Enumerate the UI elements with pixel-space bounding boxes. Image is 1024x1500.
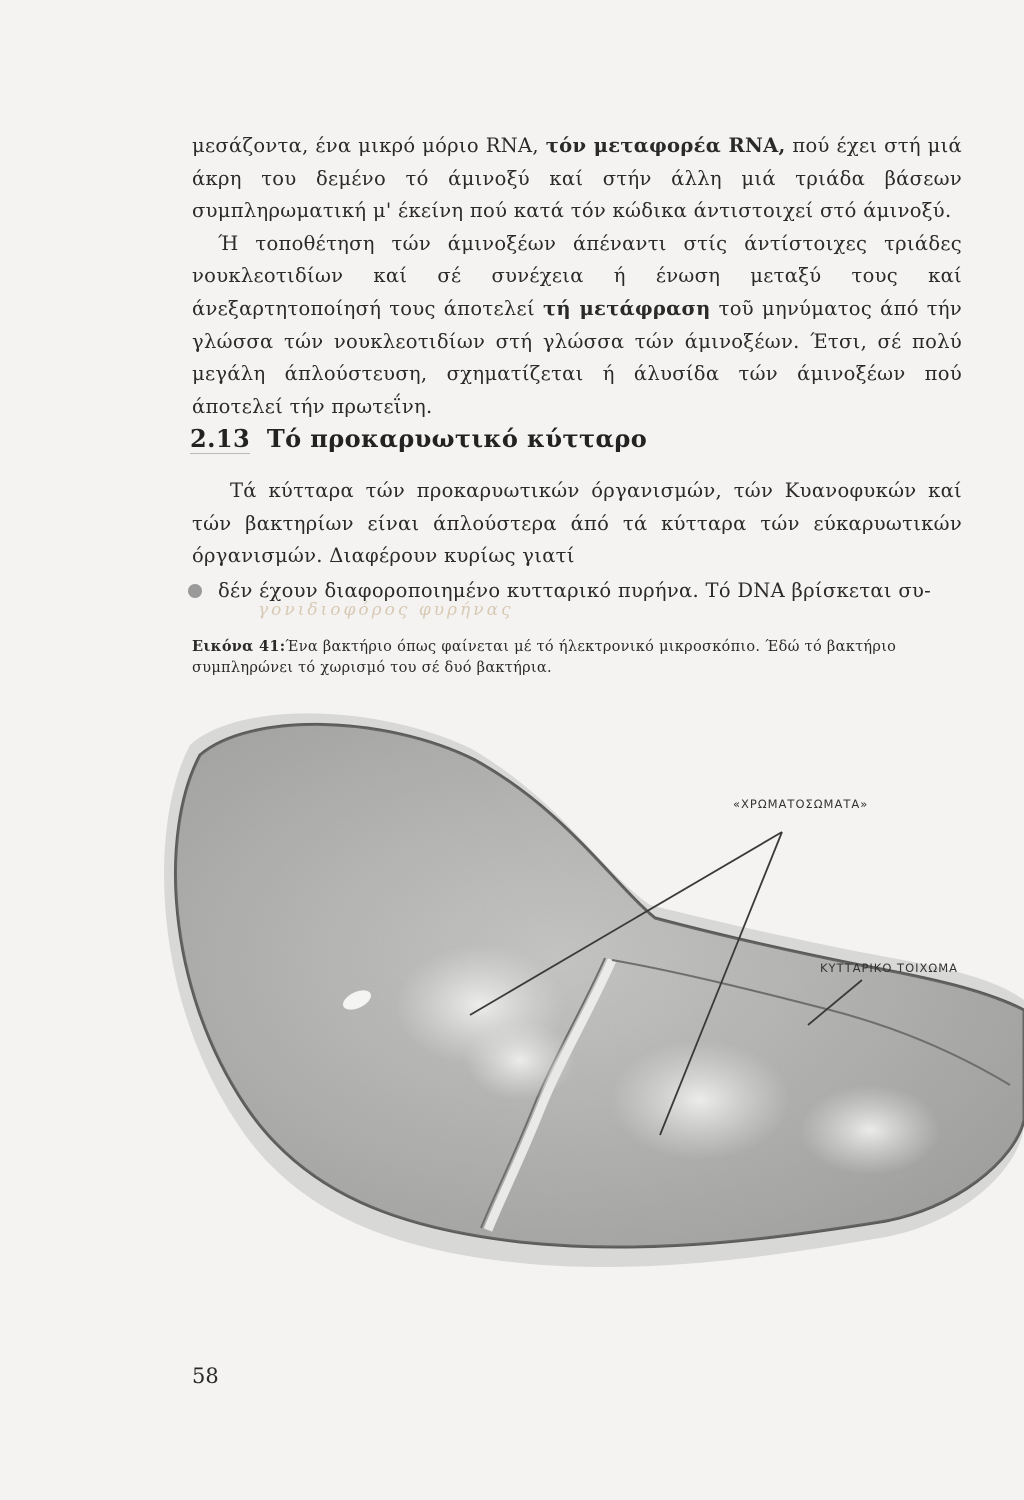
- bullet-text: δέν έχουν διαφοροποιημένο κυτταρικό πυρήνα. Τό DNA βρίσκεται συ-: [218, 579, 931, 602]
- section-number: 2.13: [190, 424, 251, 453]
- paragraph-prokaryotes: [192, 475, 962, 573]
- label-cell-wall: ΚΥΤΤΑΡΙΚΟ ΤΟΙΧΩΜΑ: [820, 961, 958, 975]
- bullet-icon: [188, 584, 202, 598]
- caption-label: Εικόνα 41:: [192, 638, 286, 655]
- text-run: πού έχει στή μιά άκρη του δεμένο τό άμινοξύ καί στήν άλλη μιά τριάδα βάσεων συμπληρωματική μ' έκείνη πού κατά τόν κώδικα άντιστοιχεί στό άμινοξύ.: [192, 134, 962, 223]
- text-run: Τά κύτταρα τών προκαρυωτικών όργανισμών, τών Κυανοφυκών καί τών βακτηρίων είναι άπλούστερα άπό τά κύτταρα τών εύκαρυωτικών όργανισμών. Διαφέρουν κυρίως γιατί: [192, 479, 962, 568]
- paragraph-translation: [192, 130, 962, 423]
- text-run: Ή τοποθέτηση τών άμινοξέων άπέναντι στίς άντίστοιχες τριάδες νουκλεοτιδίων καί σέ συνέχεια ή ένωση μεταξύ τους καί άνεξαρτητοποίησή τους άποτελεί: [192, 231, 962, 320]
- bold-term-trna: τόν μεταφορέα RNA,: [545, 134, 786, 157]
- bold-term-translation: τή μετάφραση: [542, 296, 711, 320]
- label-chromosomes: «ΧΡΩΜΑΤΟΣΩΜΑΤΑ»: [733, 797, 869, 811]
- section-heading: [190, 424, 647, 453]
- caption-text: Ένα βακτήριο όπως φαίνεται μέ τό ήλεκτρονικό μικροσκόπιο. Έδώ τό βακτήριο συμπληρώνει τό χωρισμό του σέ δυό βακτήρια.: [192, 639, 897, 676]
- figure-caption: [192, 636, 962, 679]
- nucleoid-left-2: [465, 1020, 575, 1100]
- nucleoid-right: [610, 1040, 790, 1160]
- nucleoid-right-2: [800, 1085, 940, 1175]
- handwritten-note: γονιδιοφόρος φυρήνας: [258, 600, 514, 620]
- text-run: μεσάζοντα, ένα μικρό μόριο RNA,: [192, 134, 546, 157]
- section-title: Τό προκαρυωτικό κύτταρο: [266, 424, 648, 453]
- text-run: τοῦ μηνύματος άπό τήν γλώσσα τών νουκλεοτιδίων στή γλώσσα τών άμινοξέων. Έτσι, σέ πολύ μεγάλη άπλούστευση, σχηματίζεται ή άλυσίδα τών άμινοξέων πού άποτελεί τήν πρωτεΐνη.: [192, 296, 962, 418]
- bacterium-micrograph: [0, 700, 1024, 1300]
- page-number: 58: [192, 1364, 219, 1388]
